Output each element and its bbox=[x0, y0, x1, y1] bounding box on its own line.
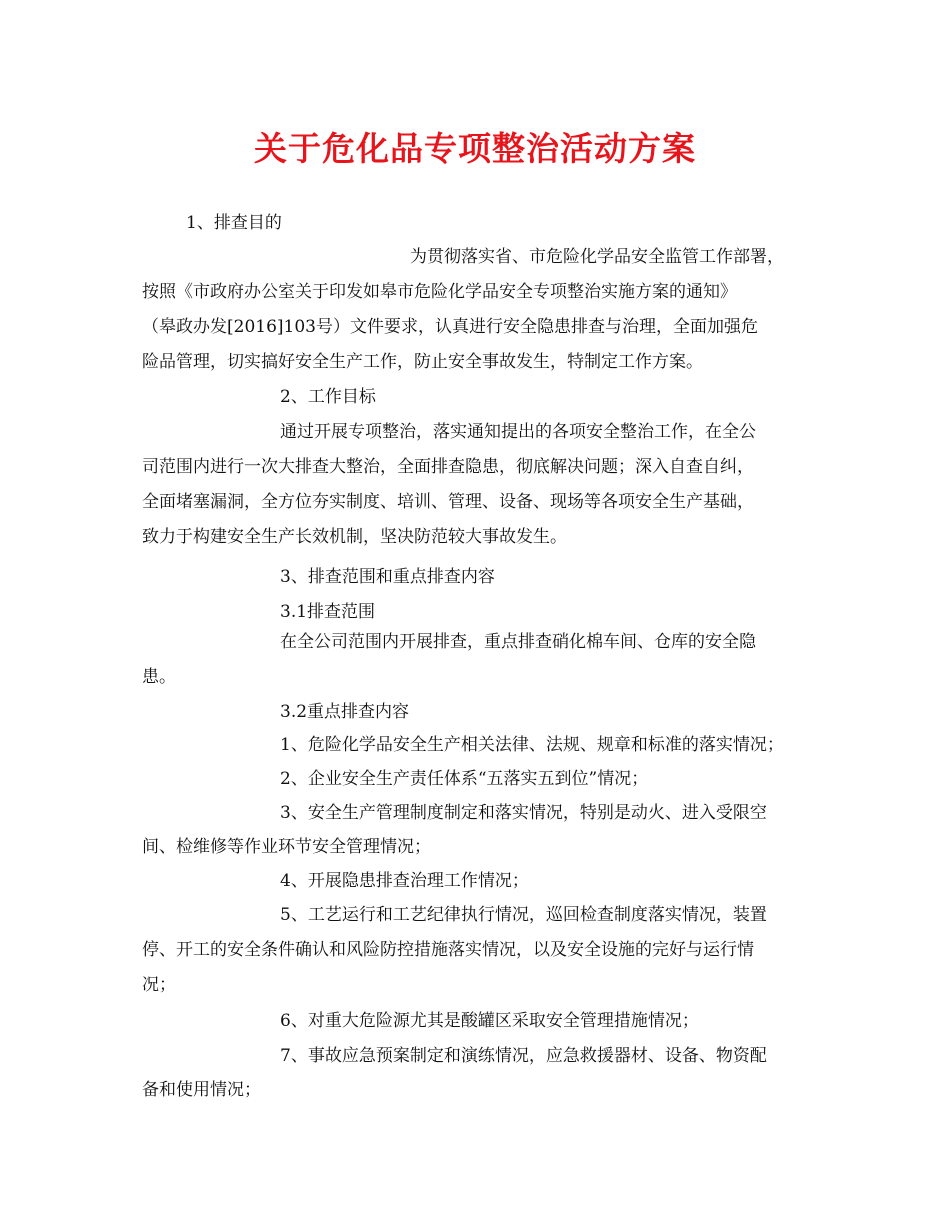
list-item: 5、工艺运行和工艺纪律执行情况，巡回检查制度落实情况，装置 bbox=[280, 905, 767, 925]
list-item: 4、开展隐患排查治理工作情况； bbox=[280, 871, 529, 891]
list-item: 停、开工的安全条件确认和风险防控措施落实情况，以及安全设施的完好与运行情 bbox=[142, 940, 754, 960]
list-item: 6、对重大危险源尤其是酸罐区采取安全管理措施情况； bbox=[280, 1011, 699, 1031]
subsection-heading: 3.2重点排查内容 bbox=[280, 702, 410, 722]
paragraph-line: （皋政办发[2016]103号）文件要求，认真进行安全隐患排查与治理，全面加强危 bbox=[142, 317, 758, 337]
paragraph-line: 在全公司范围内开展排查，重点排查硝化棉车间、仓库的安全隐 bbox=[280, 632, 756, 652]
list-item: 3、安全生产管理制度制定和落实情况，特别是动火、进入受限空 bbox=[280, 803, 767, 823]
list-item: 备和使用情况； bbox=[142, 1080, 261, 1100]
list-item: 况； bbox=[142, 975, 176, 995]
paragraph-line: 通过开展专项整治，落实通知提出的各项安全整治工作，在全公 bbox=[280, 422, 756, 442]
paragraph-line: 司范围内进行一次大排查大整治，全面排查隐患，彻底解决问题；深入自查自纠， bbox=[142, 457, 754, 477]
section-heading: 1、排查目的 bbox=[186, 213, 282, 233]
paragraph-line: 为贯彻落实省、市危险化学品安全监管工作部署， bbox=[410, 247, 784, 267]
list-item: 2、企业安全生产责任体系“五落实五到位”情况； bbox=[280, 769, 649, 789]
section-heading: 3、排查范围和重点排查内容 bbox=[280, 567, 495, 587]
paragraph-line: 致力于构建安全生产长效机制，坚决防范较大事故发生。 bbox=[142, 527, 567, 547]
paragraph-line: 险品管理，切实搞好安全生产工作，防止安全事故发生，特制定工作方案。 bbox=[142, 352, 703, 372]
list-item: 1、危险化学品安全生产相关法律、法规、规章和标准的落实情况； bbox=[280, 735, 784, 755]
paragraph-line: 患。 bbox=[142, 667, 176, 687]
paragraph-line: 按照《市政府办公室关于印发如皋市危险化学品安全专项整治实施方案的通知》 bbox=[142, 282, 737, 302]
list-item: 7、事故应急预案制定和演练情况，应急救援器材、设备、物资配 bbox=[280, 1046, 767, 1066]
section-heading: 2、工作目标 bbox=[280, 387, 376, 407]
list-item: 间、检维修等作业环节安全管理情况； bbox=[142, 837, 431, 857]
paragraph-line: 全面堵塞漏洞，全方位夯实制度、培训、管理、设备、现场等各项安全生产基础， bbox=[142, 492, 754, 512]
subsection-heading: 3.1排查范围 bbox=[280, 602, 376, 622]
document-title: 关于危化品专项整治活动方案 bbox=[254, 129, 696, 168]
